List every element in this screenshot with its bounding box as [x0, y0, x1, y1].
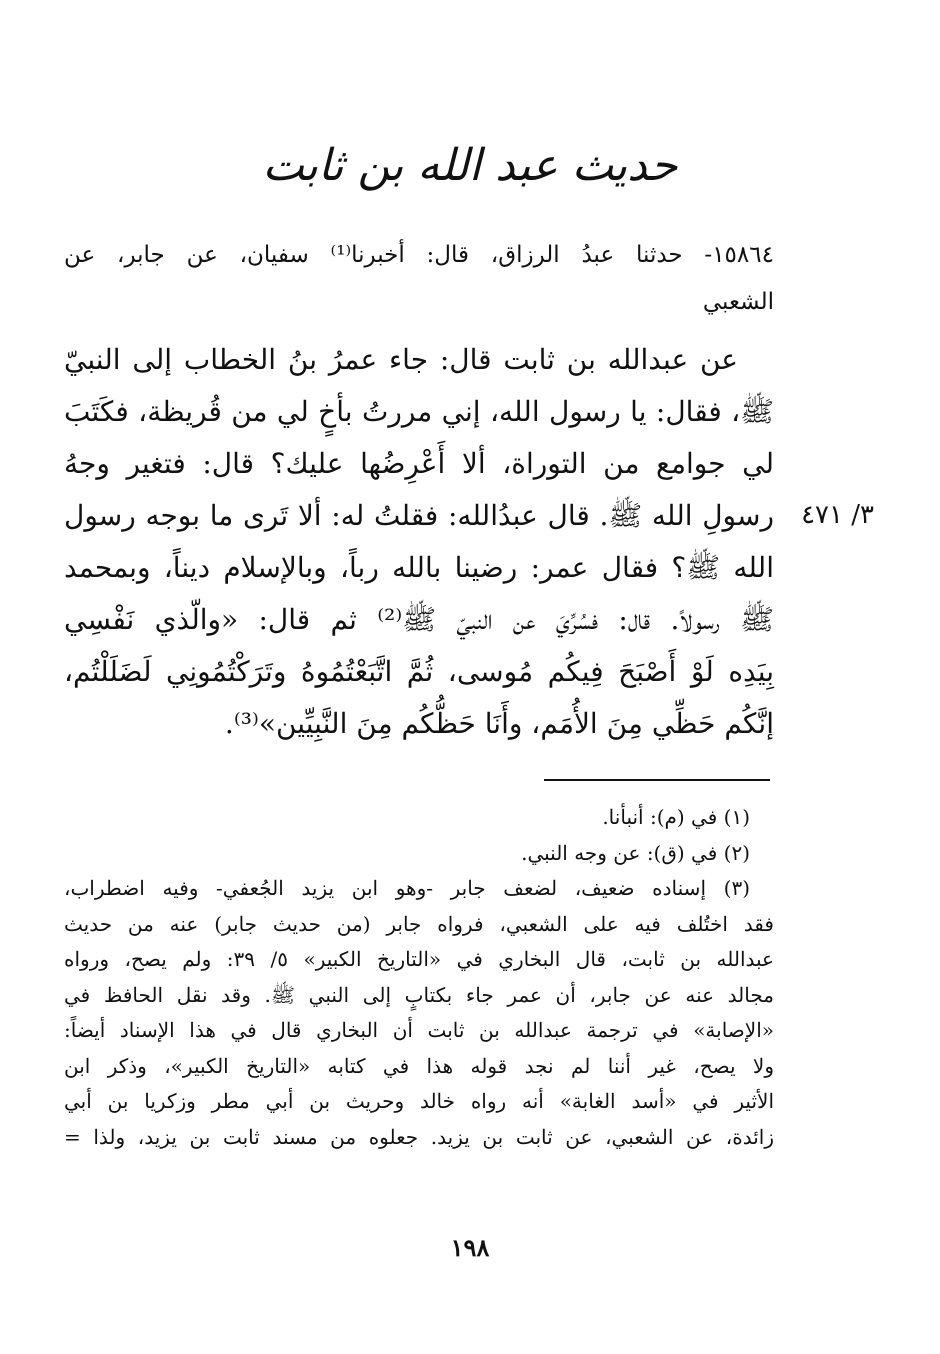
matn-line: لي جوامع من التوراة، ألا أَعْرِضُها عليك؟ قال: فتغير وجهُ: [64, 447, 774, 480]
footnotes: [64, 800, 774, 1155]
chapter-heading: حديث عبد الله بن ثابت: [262, 140, 678, 191]
footnote-line: ولا يصح، غير أننا لم نجد قوله هذا في كتابه «التاريخ الكبير»، وذكر ابن: [64, 1053, 774, 1078]
footnote-line: فقد اختُلف فيه على الشعبي، فرواه جابر (من حديث جابر) عنه من حديث: [64, 911, 774, 936]
matn-line: الله ﷺ؟ فقال عمر: رضينا بالله رباً، وبالإسلام ديناً، وبمحمد: [64, 551, 774, 584]
matn-line: ﷺ رسولاً. قال: فسُرِّيَ عن النبيّ ﷺ⁽²⁾ ثم قال: «والّذي نَفْسِي: [64, 603, 774, 636]
footnote-line: الأثير في «أسد الغابة» أنه رواه خالد وحريث بن أبي مطر وزكريا بن أبي: [64, 1089, 774, 1113]
isnad-line: الشعبي: [702, 289, 774, 315]
margin-volume-page-reference: ٣/ ٤٧١: [801, 500, 874, 530]
matn-line: إنَّكُم حَظِّي مِنَ الأُمَم، وأَنَا حَظُّكُم مِنَ النَّبِيِّين»⁽³⁾.: [224, 707, 774, 740]
footnote-line: (٣) إسناده ضعيف، لضعف جابر -وهو ابن يزيد الجُعفي- وفيه اضطراب،: [64, 876, 750, 900]
footnote-line: (١) في (م): أنبأنا.: [602, 805, 750, 829]
matn-line: ﷺ، فقال: يا رسول الله، إني مررتُ بأخٍ لي من قُريظة، فكَتَبَ: [64, 395, 774, 428]
matn-line: عن عبدالله بن ثابت قال: جاء عمرُ بنُ الخطاب إلى النبيّ: [64, 343, 738, 376]
footnote-line: زائدة، عن الشعبي، عن ثابت بن يزيد. جعلوه من مسند ثابت بن يزيد، ولذا =: [64, 1124, 774, 1149]
matn-line: رسولِ الله ﷺ. قال عبدُالله: فقلتُ له: ألا تَرى ما بوجه رسول: [64, 499, 774, 532]
isnad-line: ١٥٨٦٤- حدثنا عبدُ الرزاق، قال: أخبرنا⁽¹⁾ سفيان، عن جابر، عن: [64, 242, 774, 268]
footnote-line: (٢) في (ق): عن وجه النبي.: [521, 840, 750, 865]
hadith-text: [64, 334, 774, 750]
footnote-line: عبدالله بن ثابت، قال البخاري في «التاريخ الكبير» ٥/ ٣٩: ولم يصح، ورواه: [64, 947, 774, 971]
footnote-line: «الإصابة» في ترجمة عبدالله بن ثابت أن البخاري قال في هذا الإسناد أيضاً:: [64, 1018, 774, 1042]
footnote-line: مجالد عنه عن جابر، أن عمر جاء بكتابٍ إلى النبي ﷺ. وقد نقل الحافظ في: [64, 982, 774, 1007]
matn-line: بِيَدِه لَوْ أَصْبَحَ فِيكُم مُوسى، ثُمَّ اتَّبَعْتُمُوهُ وتَرَكْتُمُونِي لَضَلَلْتُم،: [64, 655, 774, 688]
hadith-isnad: [64, 232, 774, 326]
page-number: ١٩٨: [450, 1233, 490, 1262]
footnote-separator: [544, 779, 770, 781]
